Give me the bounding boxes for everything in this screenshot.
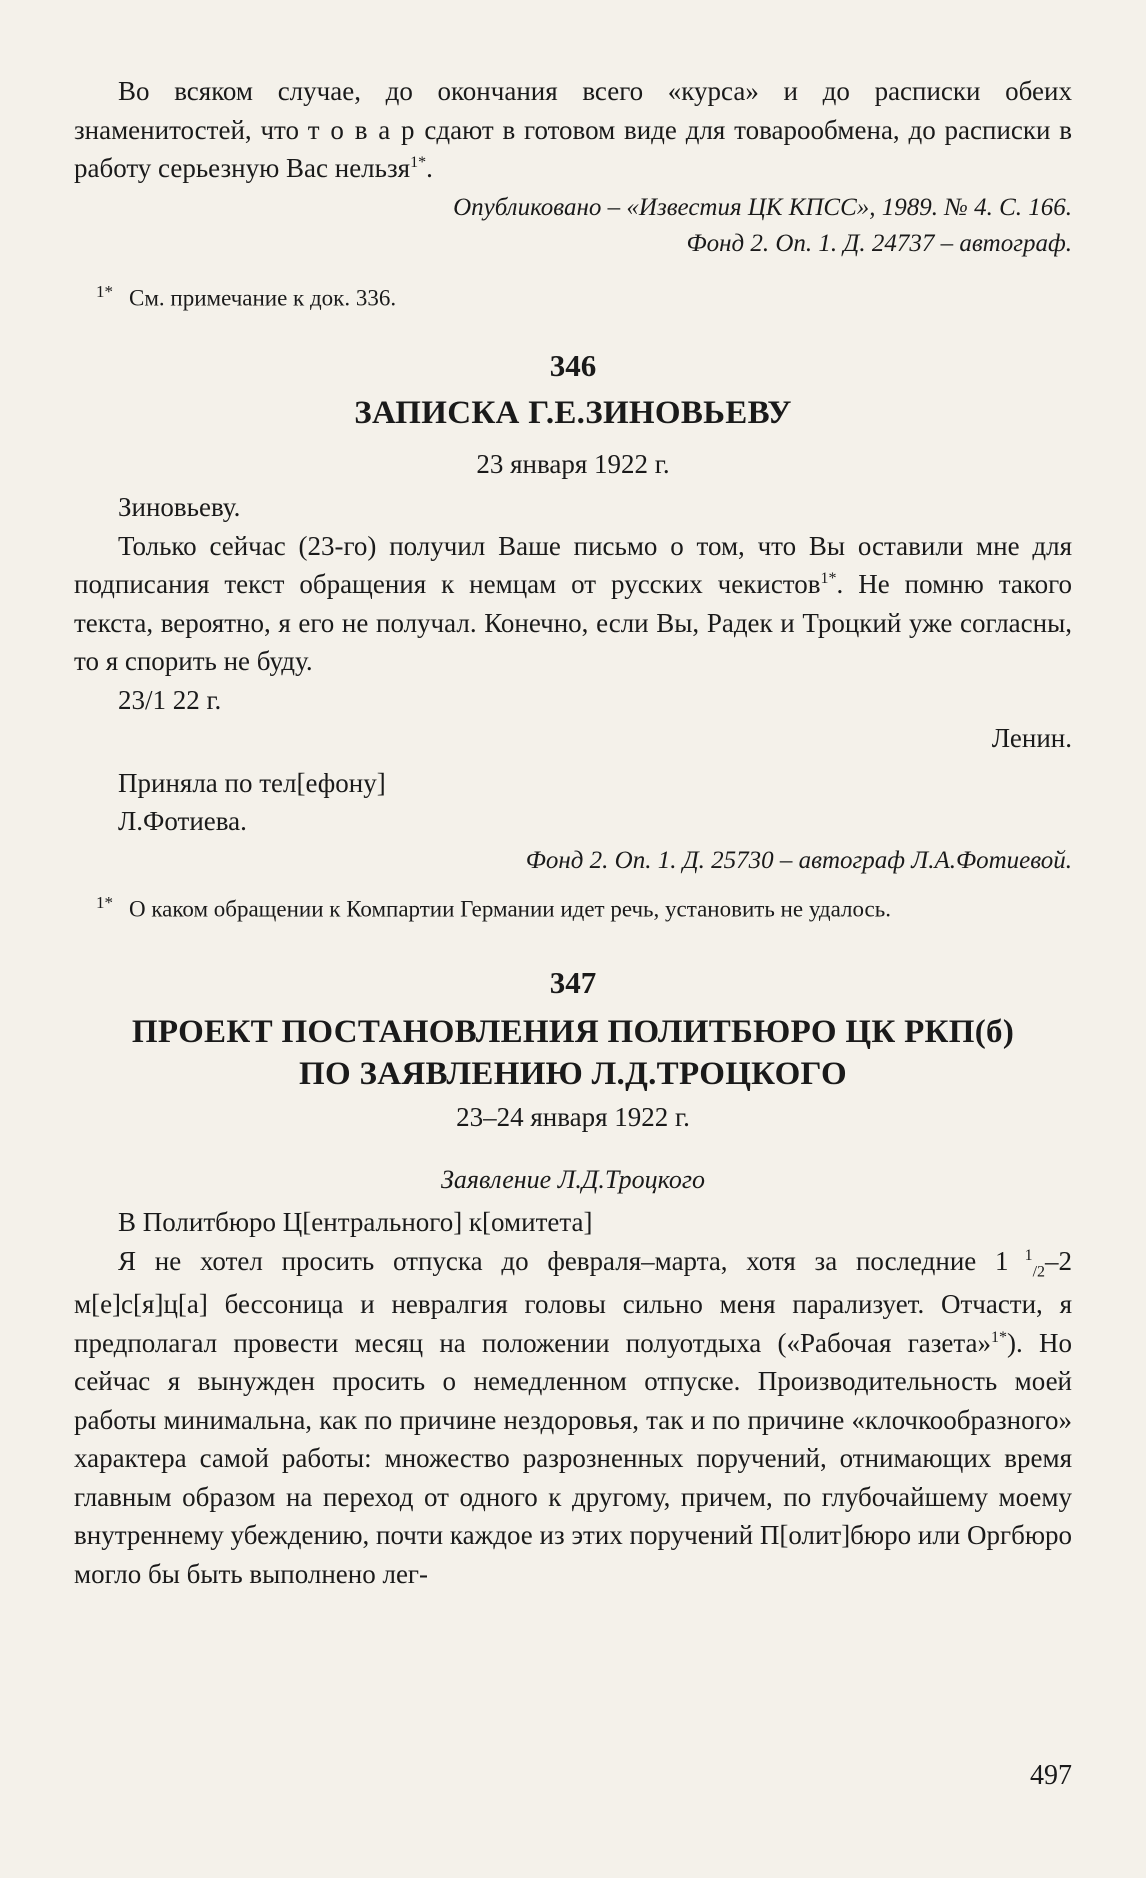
- document-title: ПРОЕКТ ПОСТАНОВЛЕНИЯ ПОЛИТБЮРО ЦК РКП(б): [131, 1014, 1015, 1051]
- subheading: Заявление Л.Д.Троцкого: [441, 1165, 705, 1195]
- document-page: [74, 72, 1072, 1593]
- footnote-ref: 1*: [991, 1328, 1008, 1346]
- received-name: Л.Фотиева.: [118, 806, 247, 837]
- footnote-ref: 1*: [410, 154, 427, 171]
- spaced-word: т о в а р: [307, 114, 416, 145]
- received-by: Приняла по тел[ефону]: [118, 767, 386, 798]
- document-date: 23–24 января 1922 г.: [456, 1102, 690, 1133]
- published-source: Опубликовано – «Известия ЦК КПСС», 1989. № 4. С. 166.: [453, 193, 1072, 221]
- statement-body: Я не хотел просить отпуска до февраля–марта, хотя за последние 1 $^1_{/2}$–2 м[е]с[я]ц[а] бессоница и невралгия головы сильно меня парализует. Отчасти, я предполагал провести месяц на положении полуотдыха («Рабочая газета»$^{1*}$). Но сейчас я вынужден просить о немедленном отпуске. Производительность моей работы минимальна, как по причине нездоровья, так и по причине «клочкообразного» характера самой работы: множество разрозненных поручений, отнимающих время главным образом на переход от одного к другому, причем, по глубочайшему моему внутреннему убеждению, почти каждое из этих поручений П[олит]бюро или Оргбюро могло бы быть выполнено лег-: [74, 1245, 1073, 1589]
- addressee: Зиновьеву.: [118, 492, 241, 523]
- footnote: $^{1*}$ О каком обращении к Компартии Германии идет речь, установить не удалось.: [96, 892, 891, 922]
- letter-body: Только сейчас (23-го) получил Ваше письмо о том, что Вы оставили мне для подписания текст обращения к немцам от русских чекистов$^{1*}$. Не помню такого текста, вероятно, я его не получал. Конечно, если Вы, Радек и Троцкий уже согласны, то я спорить не буду.: [74, 530, 1072, 677]
- letter-date: 23/1 22 г.: [118, 684, 222, 715]
- document-title: ПО ЗАЯВЛЕНИЮ Л.Д.ТРОЦКОГО: [299, 1056, 847, 1093]
- document-title: ЗАПИСКА Г.Е.ЗИНОВЬЕВУ: [354, 395, 792, 432]
- addressee: В Политбюро Ц[ентрального] к[омитета]: [118, 1207, 593, 1238]
- signature: Ленин.: [991, 723, 1072, 754]
- document-number: 347: [549, 965, 597, 1001]
- page-number: 497: [1030, 1760, 1072, 1791]
- document-date: 23 января 1922 г.: [476, 449, 670, 480]
- document-number: 346: [549, 348, 597, 384]
- archive-reference: Фонд 2. Оп. 1. Д. 25730 – автограф Л.А.Фотиевой.: [525, 846, 1072, 874]
- top-paragraph: Во всяком случае, до окончания всего «курса» и до расписки обеих знаменитостей, что т о в а р сдают в готовом виде для товарообмена, до расписки в работу серьезную Вас нельзя$^{1*}$.: [74, 76, 1073, 183]
- fraction-numerator: 1: [1024, 1246, 1033, 1264]
- footnote-ref: 1*: [820, 570, 837, 588]
- fraction-denominator: /2: [1032, 1263, 1046, 1281]
- footnote: $^{1*}$ См. примечание к док. 336.: [96, 281, 397, 311]
- archive-reference: Фонд 2. Оп. 1. Д. 24737 – автограф.: [686, 229, 1072, 257]
